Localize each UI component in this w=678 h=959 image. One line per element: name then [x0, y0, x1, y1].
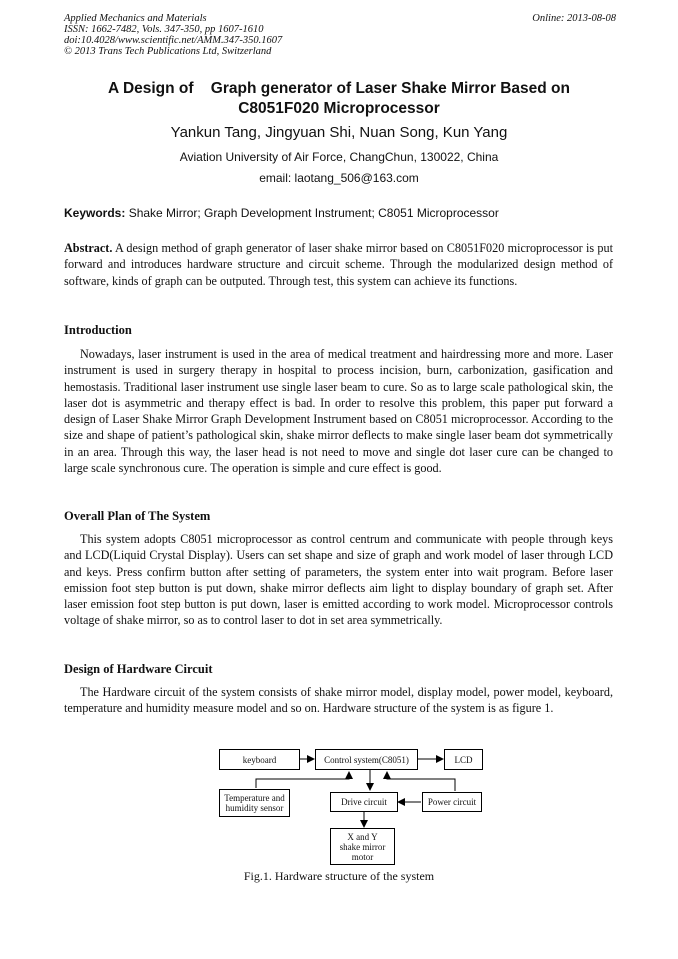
lcd-label: LCD [454, 754, 473, 765]
abstract [64, 240, 613, 289]
title-line-1: A Design of Graph generator of Laser Shake Mirror Based on [108, 80, 570, 97]
doi-line: doi:10.4028/www.scientific.net/AMM.347-350.1607 [64, 35, 283, 46]
hardware-body: The Hardware circuit of the system consists of shake mirror model, display model, power model, keyboard, temperature and humidity measure model and so on. Hardware structure of the system is as figure 1. [64, 685, 613, 716]
online-date: Online: 2013-08-08 [532, 13, 616, 24]
arrow-power-to-control [387, 772, 455, 791]
section-heading-introduction: Introduction [64, 323, 132, 337]
journal-header [64, 13, 616, 57]
affiliation: Aviation University of Air Force, ChangChun, 130022, China [179, 150, 499, 164]
motor-label-1: X and Y [347, 831, 378, 842]
motor-label-3: motor [351, 851, 374, 862]
copyright-line: © 2013 Trans Tech Publications Ltd, Switzerland [64, 46, 272, 57]
keywords-label: Keywords: [64, 206, 126, 220]
journal-name: Applied Mechanics and Materials [64, 13, 207, 24]
figure-caption: Fig.1. Hardware structure of the system [243, 869, 435, 883]
section-heading-overall-plan: Overall Plan of The System [64, 509, 211, 523]
authors: Yankun Tang, Jingyuan Shi, Nuan Song, Kun Yang [170, 124, 508, 141]
temp-sensor-label-1: Temperature and [224, 793, 285, 803]
author-email: email: laotang_506@163.com [259, 171, 419, 185]
temp-sensor-label-2: humidity sensor [225, 803, 284, 813]
title-line-2: C8051F020 Microprocessor [238, 100, 440, 117]
section-heading-hardware: Design of Hardware Circuit [64, 662, 213, 676]
diagram-box-temperature-sensor [219, 789, 290, 817]
keyboard-label: keyboard [242, 754, 277, 765]
diagram-box-power-circuit [422, 792, 482, 812]
motor-label-2: shake mirror [339, 841, 386, 852]
control-system-label: Control system(C8051) [324, 754, 409, 765]
abstract-label: Abstract. [64, 241, 113, 255]
diagram-box-shake-mirror-motor [330, 828, 395, 865]
abstract-text: A design method of graph generator of laser shake mirror based on C8051F020 microprocessor is put forward and introduces hardware structure and circuit scheme. Through the modularized design method of software, kinds of graph can be outputed. Through test, this system can achieve its functions. [64, 241, 613, 288]
diagram-box-drive-circuit [330, 792, 398, 812]
issn-line: ISSN: 1662-7482, Vols. 347-350, pp 1607-1610 [64, 24, 264, 35]
paper-title [64, 79, 614, 119]
keywords [64, 206, 616, 220]
arrow-sensor-to-control [256, 772, 349, 788]
diagram-box-lcd [444, 749, 483, 770]
keywords-text: Shake Mirror; Graph Development Instrument; C8051 Microprocessor [125, 206, 499, 220]
power-circuit-label: Power circuit [427, 797, 477, 807]
overall-plan-body: This system adopts C8051 microprocessor as control centrum and communicate with people through keys and LCD(Liquid Crystal Display). Users can set shape and size of graph and work model of laser through LCD and keys. Press confirm button after setting of parameters, the system enter into wait program. Before laser emission foot step button is put down, shake mirror deflects aim light to display boundary of graph set. After laser emission foot step button is put down, laser is emitted according to work model. Microprocessor controls voltage of shake mirror, so as to control laser to dot in set area symmetrically. [64, 532, 613, 628]
drive-circuit-label: Drive circuit [341, 797, 387, 807]
diagram-box-control-system [315, 749, 418, 770]
introduction-body: Nowadays, laser instrument is used in the area of medical treatment and hairdressing more and more. Laser instrument is used in surgery therapy in hospital to process incision, burn, carbonization, gasification and hemostasis. Traditional laser instrument use single laser beam to cure. So as to large scale pathological skin, the laser dot is asymmetric and therapy effect is bad. In order to resolve this problem, this paper put forward a design of Laser Shake Mirror Graph Development Instrument based on C8051 microprocessor. According to the size and shape of patient’s pathological skin, shake mirror deflects to make single laser beam dot symmetrically in an area. Through this way, the laser head is not need to move and single dot laser cure can be changed to large scale synchronous cure. The operation is simple and cure effect is good. [64, 347, 613, 476]
diagram-box-keyboard [219, 749, 300, 770]
